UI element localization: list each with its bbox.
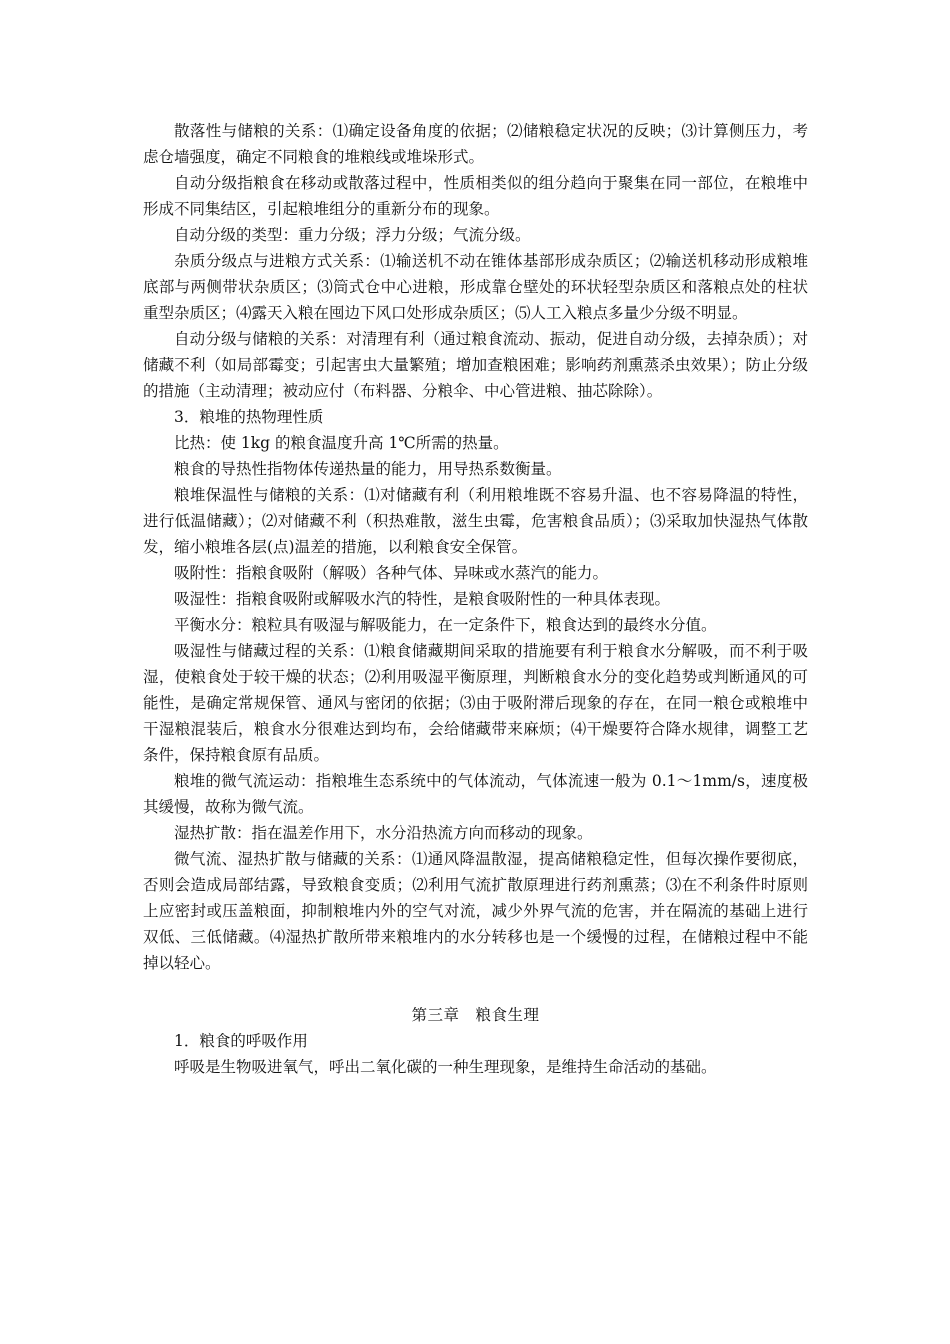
paragraph-adsorption: 吸附性：指粮食吸附（解吸）各种气体、异味或水蒸汽的能力。 — [174, 564, 609, 582]
paragraph-auto-grading-definition: 自动分级指粮食在移动或散落过程中，性质相类似的组分趋向于聚集在同一部位，在粮堆中形成不同集结区，引起粮堆组分的重新分布的现象。 — [143, 174, 808, 218]
paragraph-auto-grading-relation: 自动分级与储粮的关系：对清理有利（通过粮食流动、振动，促进自动分级，去掉杂质）；对储藏不利（如局部霉变；引起害虫大量繁殖；增加查粮困难；影响药剂熏蒸杀虫效果）；防止分级的措施（主动清理；被动应付（布料器、分粮伞、中心管进粮、抽芯除除）。 — [143, 330, 808, 400]
paragraph-auto-grading-types: 自动分级的类型：重力分级；浮力分级；气流分级。 — [174, 226, 531, 244]
paragraph-moisture-diffusion: 湿热扩散：指在温差作用下，水分沿热流方向而移动的现象。 — [174, 824, 593, 842]
paragraph-heat-preservation: 粮堆保温性与储粮的关系：⑴对储藏有利（利用粮堆既不容易升温、也不容易降温的特性，进行低温储藏）；⑵对储藏不利（积热难散，滋生虫霉，危害粮食品质）；⑶采取加快湿热气体散发，缩小粮堆各层(点)温差的措施，以利粮食安全保管。 — [143, 486, 808, 556]
paragraph-airflow-diffusion-relation: 微气流、湿热扩散与储藏的关系：⑴通风降温散湿，提高储粮稳定性，但每次操作要彻底，否则会造成局部结露，导致粮食变质；⑵利用气流扩散原理进行药剂熏蒸；⑶在不利条件时原则上应密封或压盖粮面，抑制粮堆内外的空气对流，减少外界气流的危害，并在隔流的基础上进行双低、三低储藏。⑷湿热扩散所带来粮堆内的水分转移也是一个缓慢的过程，在储粮过程中不能掉以轻心。 — [143, 850, 808, 972]
paragraph-hygroscopicity-relation: 吸湿性与储藏过程的关系：⑴粮食储藏期间采取的措施要有利于粮食水分解吸，而不利于吸湿，使粮食处于较干燥的状态；⑵利用吸湿平衡原理，判断粮食水分的变化趋势或判断通风的可能性，是确定常规保管、通风与密闭的依据；⑶由于吸附滞后现象的存在，在同一粮仓或粮堆中干湿粮混装后，粮食水分很难达到均布，会给储藏带来麻烦；⑷干燥要符合降水规律，调整工艺条件，保持粮食原有品质。 — [143, 642, 808, 764]
paragraph-thermal-conductivity: 粮食的导热性指物体传递热量的能力，用导热系数衡量。 — [174, 460, 562, 478]
document-page — [143, 118, 808, 1080]
paragraph-micro-airflow: 粮堆的微气流运动：指粮堆生态系统中的气体流动，气体流速一般为 0.1～1mm/s，速度极其缓慢，故称为微气流。 — [143, 772, 808, 816]
paragraph-hygroscopicity: 吸湿性：指粮食吸附或解吸水汽的特性，是粮食吸附性的一种具体表现。 — [174, 590, 671, 608]
paragraph-impurity-grading: 杂质分级点与进粮方式关系：⑴输送机不动在锥体基部形成杂质区；⑵输送机移动形成粮堆底部与两侧带状杂质区；⑶筒式仓中心进粮，形成靠仓壁处的环状轻型杂质区和落粮点处的柱状重型杂质区；⑷露天入粮在囤边下风口处形成杂质区；⑸人工入粮点多量少分级不明显。 — [143, 252, 808, 322]
chapter-title: 第三章 粮食生理 — [411, 1006, 540, 1024]
paragraph-respiration-definition: 呼吸是生物吸进氧气，呼出二氧化碳的一种生理现象，是维持生命活动的基础。 — [174, 1058, 717, 1076]
section-heading-thermal-properties: 3．粮堆的热物理性质 — [174, 408, 324, 426]
paragraph-dispersibility-relation: 散落性与储粮的关系：⑴确定设备角度的依据；⑵储粮稳定状况的反映；⑶计算侧压力，考虑仓墙强度，确定不同粮食的堆粮线或堆垛形式。 — [143, 122, 808, 166]
section-heading-respiration: 1．粮食的呼吸作用 — [174, 1032, 308, 1050]
paragraph-equilibrium-moisture: 平衡水分：粮粒具有吸湿与解吸能力，在一定条件下，粮食达到的最终水分值。 — [174, 616, 717, 634]
paragraph-specific-heat: 比热：使 1kg 的粮食温度升高 1℃所需的热量。 — [174, 434, 509, 452]
